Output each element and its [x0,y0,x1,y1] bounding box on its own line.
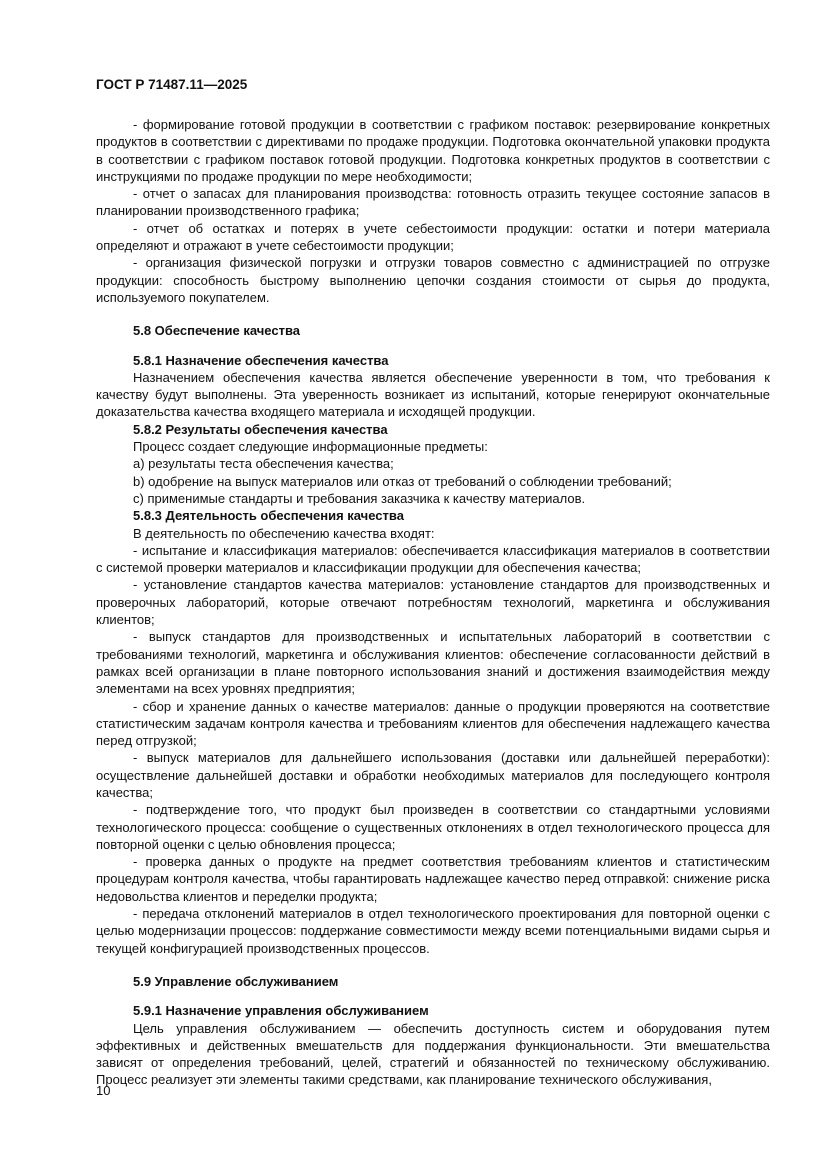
list-item: - проверка данных о продукте на предмет соответствия требованиям клиентов и статистическим процедурам контроля качества, чтобы гарантировать надлежащее качество перед отправкой: снижение риска недовольства клиентов и переделки продукта; [96,854,770,904]
section-heading-5-9: 5.9 Управление обслуживанием [133,973,339,989]
list-item: - подтверждение того, что продукт был произведен в соответствии со стандартными условиями технологического процесса: сообщение о существенных отклонениях в отдел технологического процесса для повторной оценки с целью обновления процесса; [96,802,770,852]
paragraph: Процесс создает следующие информационные предметы: [133,439,488,455]
list-item: - передача отклонений материалов в отдел технологического проектирования для повторной оценки с целью модернизации процессов: поддержание совместимости между всеми потенциальными видами сырья и текущей конфигурацией производственных процессов. [96,906,770,956]
paragraph: В деятельность по обеспечению качества входят: [133,525,435,541]
document-header: ГОСТ Р 71487.11—2025 [96,77,248,92]
subsection-heading-5-8-2: 5.8.2 Результаты обеспечения качества [133,421,388,437]
paragraph: Цель управления обслуживанием — обеспечить доступность систем и оборудования путем эффективных и действенных вмешательств для поддержания функциональности. Эти вмешательства зависят от определения требований, целей, стратегий и обязанностей по техническому обслуживанию. Процесс реализует эти элементы такими средствами, как планирование технического обслуживания, [96,1020,770,1088]
list-item: b) одобрение на выпуск материалов или отказ от требований о соблюдении требований; [133,473,672,489]
subsection-heading-5-8-1: 5.8.1 Назначение обеспечения качества [133,352,389,368]
subsection-heading-5-8-3: 5.8.3 Деятельность обеспечения качества [133,508,404,524]
list-item: - испытание и классификация материалов: обеспечивается классификация материалов в соответствии с системой проверки материалов и классификации продукции для обеспечения качества; [96,542,770,576]
list-item: - сбор и хранение данных о качестве материалов: данные о продукции проверяются на соответствие статистическим задачам контроля качества и требованиям клиентов для обеспечения надлежащего качества перед отгрузкой; [96,698,770,749]
list-item: c) применимые стандарты и требования заказчика к качеству материалов. [133,490,586,506]
page-number: 10 [96,1083,111,1098]
list-item: a) результаты теста обеспечения качества; [133,456,394,472]
list-item: - выпуск материалов для дальнейшего использования (доставки или дальнейшей переработки): осуществление дальнейшей доставки и обработки необходимых материалов для последующего контроля качества; [96,750,770,800]
document-body [96,116,770,1089]
paragraph: - организация физической погрузки и отгрузки товаров совместно с администрацией по отгрузке продукции: способность быстрому выполнению цепочки создания стоимости от сырья до продукта, используемого покупателем. [96,255,770,305]
section-heading-5-8: 5.8 Обеспечение качества [133,323,301,339]
subsection-heading-5-9-1: 5.9.1 Назначение управления обслуживанием [133,1003,429,1019]
list-item: - выпуск стандартов для производственных и испытательных лабораторий в соответствии с требованиями технологий, маркетинга и обслуживания клиентов: обеспечение согласованности действий в рамках всей организации в плане повторного использования знаний и достижения взаимодействия между элементами на всех уровнях предприятия; [96,629,770,697]
paragraph: Назначением обеспечения качества является обеспечение уверенности в том, что требования к качеству будут выполнены. Эта уверенность возникает из испытаний, которые генерируют окончательные доказательства качества входящего материала и исходящей продукции. [96,369,770,420]
paragraph: - формирование готовой продукции в соответствии с графиком поставок: резервирование конкретных продуктов в соответствии с директивами по продаже продукции. Подготовка окончательной упаковки продукта в соответствии с графиком поставок готовой продукции. Подготовка конкретных продуктов в соответствии с инструкциями по продаже продукции по мере необходимости; [96,117,770,184]
list-item: - установление стандартов качества материалов: установление стандартов для производственных и проверочных лабораторий, которые отвечают потребностям технологий, маркетинга и обслуживания клиентов; [96,577,770,628]
paragraph: - отчет об остатках и потерях в учете себестоимости продукции: остатки и потери материала определяют и отражают в учете себестоимости продукции; [96,220,770,254]
paragraph: - отчет о запасах для планирования производства: готовность отразить текущее состояние запасов в планировании производственного графика; [96,186,770,219]
